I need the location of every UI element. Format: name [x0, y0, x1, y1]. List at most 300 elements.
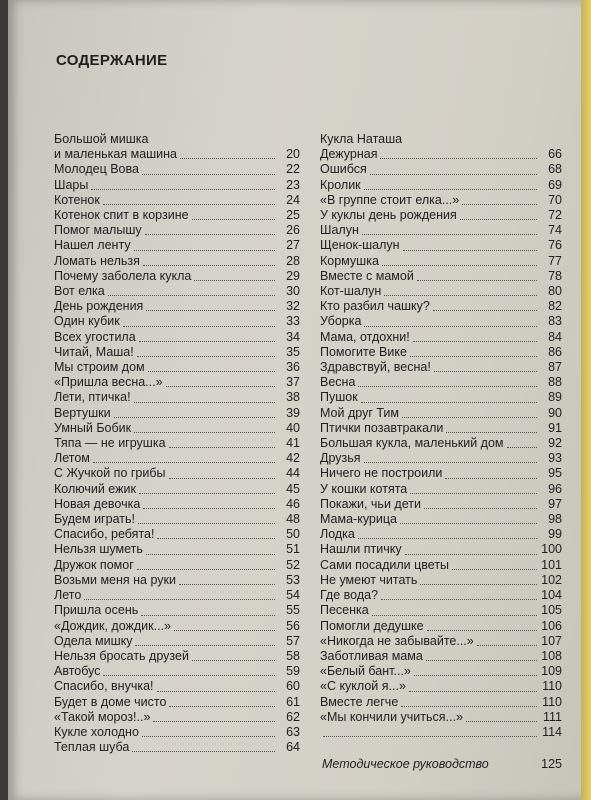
- toc-entry-page: 60: [286, 679, 300, 694]
- toc-entry: [54, 664, 300, 679]
- toc-entry-title: Один кубик: [54, 314, 120, 329]
- toc-entry: [54, 269, 300, 284]
- toc-entry-title: Не умеют читать: [320, 572, 418, 587]
- toc-entry-page: 27: [286, 238, 300, 253]
- toc-entry: [54, 208, 300, 223]
- toc-entry: [320, 497, 562, 512]
- toc-right-list: [320, 162, 562, 740]
- toc-entry: [54, 603, 300, 618]
- toc-entry: [320, 603, 562, 618]
- toc-entry: [54, 649, 300, 664]
- leader-dots: [148, 371, 275, 372]
- toc-entry-page: 100: [541, 542, 562, 557]
- leader-dots: [146, 310, 275, 311]
- toc-entry-title: Вот елка: [54, 284, 105, 299]
- toc-entry: [54, 436, 300, 451]
- toc-entry-page: 56: [286, 618, 300, 633]
- toc-entry-title: Пушок: [320, 390, 358, 405]
- toc-entry-page: 25: [286, 208, 300, 223]
- toc-entry-title: Уборка: [320, 314, 362, 329]
- toc-entry-title: Дружок помог: [54, 557, 134, 572]
- toc-entry-title: «Белый бант...»: [320, 664, 411, 679]
- toc-entry: [320, 238, 562, 253]
- toc-entry-page: 20: [286, 147, 300, 162]
- toc-entry: [54, 178, 300, 193]
- leader-dots: [427, 630, 537, 631]
- toc-entry: [320, 619, 562, 634]
- toc-entry-title: Будет в доме чисто: [54, 694, 167, 709]
- leader-dots: [169, 447, 275, 448]
- toc-entry-page: 38: [286, 390, 300, 405]
- leader-dots: [466, 721, 537, 722]
- toc-entry: [320, 421, 562, 436]
- toc-entry: [54, 710, 300, 725]
- toc-entry: [54, 542, 300, 557]
- toc-entry-title: Мама, отдохни!: [320, 329, 410, 344]
- leader-dots: [420, 584, 537, 585]
- toc-entry-title: Всех угостила: [54, 329, 136, 344]
- toc-entry-title: Шалун: [320, 223, 359, 238]
- toc-entry-page: 54: [286, 588, 300, 603]
- toc-entry-page: 84: [548, 329, 562, 344]
- toc-entry-page: 86: [548, 344, 562, 359]
- leader-dots: [142, 174, 275, 175]
- toc-entry: [320, 330, 562, 345]
- toc-entry-page: 97: [548, 496, 562, 511]
- leader-dots: [108, 295, 275, 296]
- toc-entry-page: 29: [286, 268, 300, 283]
- toc-entry-title: Пришла осень: [54, 603, 139, 618]
- toc-entry-title: Кролик: [320, 177, 361, 192]
- toc-entry: [320, 436, 562, 451]
- toc-entry-page: 78: [548, 268, 562, 283]
- leader-dots: [139, 341, 275, 342]
- toc-entry-title: Ошибся: [320, 162, 367, 177]
- toc-entry: [54, 162, 300, 177]
- toc-entry-page: 69: [548, 177, 562, 192]
- toc-entry: [320, 345, 562, 360]
- leader-dots: [137, 569, 275, 570]
- leader-dots: [146, 554, 275, 555]
- toc-entry: [54, 421, 300, 436]
- toc-entry: [320, 178, 562, 193]
- page-title: СОДЕРЖАНИЕ: [56, 52, 168, 69]
- leader-dots: [417, 280, 537, 281]
- leader-dots: [433, 310, 537, 311]
- leader-dots: [403, 250, 537, 251]
- leader-dots: [361, 402, 537, 403]
- toc-entry-page: 40: [286, 420, 300, 435]
- toc-entry-page: 91: [548, 420, 562, 435]
- toc-entry-page: 99: [548, 527, 562, 542]
- toc-entry: [320, 375, 562, 390]
- toc-entry: [54, 725, 300, 740]
- toc-entry-page: 34: [286, 329, 300, 344]
- toc-entry-title: Заботливая мама: [320, 648, 423, 663]
- toc-entry-page: 68: [548, 162, 562, 177]
- toc-entry: [320, 451, 562, 466]
- leader-dots: [194, 280, 275, 281]
- toc-entry-page: 42: [286, 451, 300, 466]
- toc-entry: [54, 634, 300, 649]
- toc-entry: [320, 588, 562, 603]
- toc-entry: [320, 649, 562, 664]
- toc-entry-title: Одела мишку: [54, 633, 133, 648]
- leader-dots: [452, 569, 537, 570]
- leader-dots: [401, 706, 537, 707]
- leader-dots: [372, 615, 537, 616]
- leader-dots: [462, 204, 537, 205]
- toc-entry-page: 44: [286, 466, 300, 481]
- toc-entry-title: Вместе с мамой: [320, 268, 414, 283]
- toc-entry-title: «Дождик, дождик...»: [54, 618, 172, 633]
- toc-entry-title: Ничего не построили: [320, 466, 443, 481]
- toc-entry: [320, 482, 562, 497]
- leader-dots: [364, 326, 537, 327]
- toc-entry: [320, 725, 562, 740]
- leader-dots: [410, 493, 537, 494]
- leader-dots: [380, 158, 537, 159]
- leader-dots: [434, 371, 537, 372]
- toc-entry-page: 109: [541, 664, 562, 679]
- toc-entry-title: Помог малышу: [54, 223, 142, 238]
- toc-entry-page: 53: [286, 572, 300, 587]
- leader-dots: [134, 250, 275, 251]
- toc-entry: [320, 193, 562, 208]
- toc-entry: [320, 634, 562, 649]
- toc-entry: [320, 406, 562, 421]
- toc-left-column: [54, 132, 300, 755]
- toc-entry-page: 46: [286, 496, 300, 511]
- leader-dots: [143, 265, 275, 266]
- leader-dots: [446, 432, 537, 433]
- toc-entry: [320, 147, 562, 162]
- toc-entry-page: 77: [548, 253, 562, 268]
- leader-dots: [384, 295, 537, 296]
- leader-dots: [364, 189, 537, 190]
- toc-entry-title-line: Кукла Наташа: [320, 132, 403, 146]
- toc-entry-page: 66: [548, 147, 562, 162]
- toc-entry-page: 51: [286, 542, 300, 557]
- leader-dots: [174, 630, 275, 631]
- toc-entry: [320, 223, 562, 238]
- toc-entry-page: 110: [542, 694, 562, 709]
- toc-entry: [54, 406, 300, 421]
- toc-entry-page: 107: [541, 633, 562, 648]
- toc-entry: [54, 497, 300, 512]
- toc-entry: [320, 710, 562, 725]
- toc-entry-page: 22: [286, 162, 300, 177]
- toc-entry-page: 106: [541, 618, 562, 633]
- leader-dots: [358, 538, 537, 539]
- toc-entry-title: Нельзя бросать друзей: [54, 648, 189, 663]
- toc-entry-title: У кошки котята: [320, 481, 408, 496]
- toc-entry-page: 95: [548, 466, 562, 481]
- leader-dots: [169, 706, 275, 707]
- toc-entry-title: Сами посадили цветы: [320, 557, 450, 572]
- toc-entry-title: Вертушки: [54, 405, 111, 420]
- leader-dots: [409, 691, 537, 692]
- toc-entry: [54, 679, 300, 694]
- toc-entry-page: 101: [541, 557, 562, 572]
- toc-entry-page: 36: [286, 360, 300, 375]
- leader-dots: [84, 599, 275, 600]
- toc-footer-page: 125: [541, 757, 562, 771]
- toc-entry-title: Колючий ежик: [54, 481, 136, 496]
- toc-right-column: [320, 132, 562, 740]
- toc-entry: [54, 695, 300, 710]
- toc-entry-page: 37: [286, 375, 300, 390]
- leader-dots: [413, 341, 537, 342]
- toc-entry-title: Покажи, чьи дети: [320, 496, 421, 511]
- toc-entry: [320, 390, 562, 405]
- toc-entry-title: «Пришла весна...»: [54, 375, 163, 390]
- toc-entry-page: 72: [548, 208, 562, 223]
- toc-entry-page: 110: [542, 679, 562, 694]
- toc-entry: [54, 558, 300, 573]
- toc-entry: [320, 208, 562, 223]
- toc-entry: [54, 588, 300, 603]
- toc-entry-title: Ломать нельзя: [54, 253, 140, 268]
- toc-entry: [54, 527, 300, 542]
- toc-entry-title: Вместе легче: [320, 694, 399, 709]
- toc-entry-title: День рождения: [54, 299, 144, 314]
- leader-dots: [402, 417, 537, 418]
- toc-entry: [54, 482, 300, 497]
- toc-entry-page: 55: [286, 603, 300, 618]
- toc-entry-title: Мой друг Тим: [320, 405, 400, 420]
- toc-entry-title: Возьми меня на руки: [54, 572, 176, 587]
- toc-entry: [54, 193, 300, 208]
- toc-entry-title: Дежурная: [320, 147, 378, 162]
- toc-entry-title: Помогите Вике: [320, 344, 407, 359]
- toc-entry-title: Помогли дедушке: [320, 618, 424, 633]
- toc-entry-page: 45: [286, 481, 300, 496]
- toc-entry: [320, 162, 562, 177]
- toc-entry: [320, 284, 562, 299]
- toc-entry-title: Песенка: [320, 603, 369, 618]
- leader-dots: [180, 158, 275, 159]
- toc-entry-page: 92: [548, 436, 562, 451]
- toc-entry-title: Весна: [320, 375, 356, 390]
- toc-entry-title: Автобус: [54, 664, 101, 679]
- leader-dots: [157, 538, 275, 539]
- toc-entry-page: 98: [548, 512, 562, 527]
- toc-entry-page: 57: [286, 633, 300, 648]
- leader-dots: [381, 599, 537, 600]
- leader-dots: [93, 462, 275, 463]
- toc-entry-page: 89: [548, 390, 562, 405]
- toc-entry-page: 108: [541, 648, 562, 663]
- adjacent-page-edge: [581, 0, 591, 800]
- toc-entry-title: Нельзя шуметь: [54, 542, 143, 557]
- toc-entry-page: 52: [286, 557, 300, 572]
- toc-entry-title: Нашли птичку: [320, 542, 402, 557]
- toc-entry-title: «Мы кончили учиться...»: [320, 709, 463, 724]
- toc-entry-page: 88: [548, 375, 562, 390]
- leader-dots: [139, 493, 275, 494]
- toc-entry-page: 111: [542, 709, 562, 724]
- toc-entry-page: 74: [548, 223, 562, 238]
- toc-entry: [320, 679, 562, 694]
- toc-entry-page: 102: [541, 572, 562, 587]
- toc-entry-title: Читай, Маша!: [54, 344, 134, 359]
- toc-entry-page: 30: [286, 284, 300, 299]
- toc-entry: [320, 542, 562, 557]
- toc-entry-title: Кормушка: [320, 253, 379, 268]
- toc-footer-title: Методическое руководство: [322, 757, 489, 771]
- toc-entry-page: 35: [286, 344, 300, 359]
- leader-dots: [141, 615, 275, 616]
- leader-dots: [410, 356, 537, 357]
- toc-entry-title: Шары: [54, 177, 89, 192]
- toc-entry-page: 82: [548, 299, 562, 314]
- toc-entry-page: 83: [548, 314, 562, 329]
- toc-entry-title: и маленькая машина: [54, 147, 178, 162]
- toc-entry-title: Лодка: [320, 527, 355, 542]
- toc-entry: [54, 360, 300, 375]
- toc-entry-page: 70: [548, 192, 562, 207]
- leader-dots: [362, 234, 537, 235]
- toc-entry: [320, 573, 562, 588]
- toc-entry-page: 33: [286, 314, 300, 329]
- toc-entry: [54, 466, 300, 481]
- leader-dots: [132, 751, 275, 752]
- leader-dots: [192, 660, 275, 661]
- book-page: [8, 0, 591, 800]
- leader-dots: [424, 508, 537, 509]
- leader-dots: [169, 478, 275, 479]
- leader-dots: [192, 219, 275, 220]
- toc-entry-title: Большая кукла, маленький дом: [320, 436, 504, 451]
- leader-dots: [414, 675, 537, 676]
- toc-entry-page: 104: [541, 588, 562, 603]
- toc-entry-page: 50: [286, 527, 300, 542]
- toc-entry: [54, 238, 300, 253]
- toc-entry-title: Новая девочка: [54, 496, 141, 511]
- leader-dots: [145, 234, 275, 235]
- toc-entry: [320, 254, 562, 269]
- toc-left-list: [54, 162, 300, 755]
- toc-entry-title-line: Большой мишка: [54, 132, 149, 146]
- toc-entry-page: 41: [286, 436, 300, 451]
- toc-entry-title: «Такой мороз!..»: [54, 709, 151, 724]
- toc-entry-page: 48: [286, 512, 300, 527]
- toc-entry: [54, 619, 300, 634]
- toc-entry-title: Летом: [54, 451, 90, 466]
- toc-entry-title: Тяпа — не игрушка: [54, 436, 166, 451]
- leader-dots: [445, 478, 537, 479]
- toc-footer-entry: [322, 757, 562, 771]
- toc-entry-page: 23: [286, 177, 300, 192]
- toc-entry-title: Молодец Вова: [54, 162, 139, 177]
- leader-dots: [179, 584, 275, 585]
- leader-dots: [134, 432, 275, 433]
- toc-entry: [54, 284, 300, 299]
- toc-entry-page: 59: [286, 664, 300, 679]
- toc-entry: [54, 299, 300, 314]
- leader-dots: [142, 736, 275, 737]
- leader-dots: [426, 660, 537, 661]
- toc-entry-page: 87: [548, 360, 562, 375]
- leader-dots: [382, 265, 537, 266]
- toc-entry-title: Друзья: [320, 451, 361, 466]
- toc-entry-page: 64: [286, 740, 300, 755]
- leader-dots: [103, 204, 275, 205]
- toc-entry-title: «Никогда не забывайте...»: [320, 633, 474, 648]
- toc-entry-page: 105: [541, 603, 562, 618]
- leader-dots: [507, 447, 537, 448]
- toc-entry: [320, 664, 562, 679]
- leader-dots: [370, 174, 537, 175]
- toc-entry: [54, 223, 300, 238]
- leader-dots: [400, 523, 537, 524]
- toc-entry-title: С Жучкой по грибы: [54, 466, 166, 481]
- toc-entry-title: Котенок: [54, 192, 100, 207]
- toc-entry-page: 58: [286, 648, 300, 663]
- toc-entry-title: Почему заболела кукла: [54, 268, 192, 283]
- toc-entry: [320, 466, 562, 481]
- toc-entry-page: 39: [286, 405, 300, 420]
- toc-entry: [54, 147, 300, 162]
- leader-dots: [157, 691, 275, 692]
- toc-entry: [54, 451, 300, 466]
- toc-entry-title: Птички позавтракали: [320, 420, 444, 435]
- toc-entry-title: Мы строим дом: [54, 360, 145, 375]
- leader-dots: [135, 645, 275, 646]
- leader-dots: [103, 675, 275, 676]
- toc-entry: [54, 390, 300, 405]
- toc-entry-title: Кот-шалун: [320, 284, 382, 299]
- leader-dots: [153, 721, 275, 722]
- toc-entry-page: 28: [286, 253, 300, 268]
- toc-entry-title: Спасибо, внучка!: [54, 679, 154, 694]
- leader-dots: [137, 356, 275, 357]
- toc-entry-title: Лети, птичка!: [54, 390, 131, 405]
- leader-dots: [138, 523, 275, 524]
- leader-dots: [358, 386, 537, 387]
- leader-dots: [460, 219, 537, 220]
- toc-entry-title: Где вода?: [320, 588, 379, 603]
- toc-entry-page: 90: [548, 405, 562, 420]
- toc-entry-page: 80: [548, 284, 562, 299]
- toc-entry-title: Лето: [54, 588, 82, 603]
- leader-dots: [166, 386, 275, 387]
- toc-entry-title: Кукле холодно: [54, 724, 139, 739]
- toc-entry-page: 62: [286, 709, 300, 724]
- toc-entry-page: 76: [548, 238, 562, 253]
- toc-entry: [320, 695, 562, 710]
- toc-entry-page: 32: [286, 299, 300, 314]
- toc-entry-title: Котенок спит в корзине: [54, 208, 189, 223]
- leader-dots: [143, 508, 275, 509]
- toc-entry-page: 114: [542, 724, 562, 739]
- toc-entry: [54, 330, 300, 345]
- toc-entry: [54, 740, 300, 755]
- toc-entry-title: Будем играть!: [54, 512, 135, 527]
- toc-entry: [320, 527, 562, 542]
- toc-entry-title: Мама-курица: [320, 512, 397, 527]
- toc-entry-page: 96: [548, 481, 562, 496]
- toc-entry: [54, 254, 300, 269]
- leader-dots: [405, 554, 537, 555]
- toc-entry-page: 24: [286, 192, 300, 207]
- leader-dots: [477, 645, 537, 646]
- leader-dots: [323, 736, 537, 737]
- toc-entry: [320, 269, 562, 284]
- toc-entry: [54, 512, 300, 527]
- toc-entry-page: 61: [286, 694, 300, 709]
